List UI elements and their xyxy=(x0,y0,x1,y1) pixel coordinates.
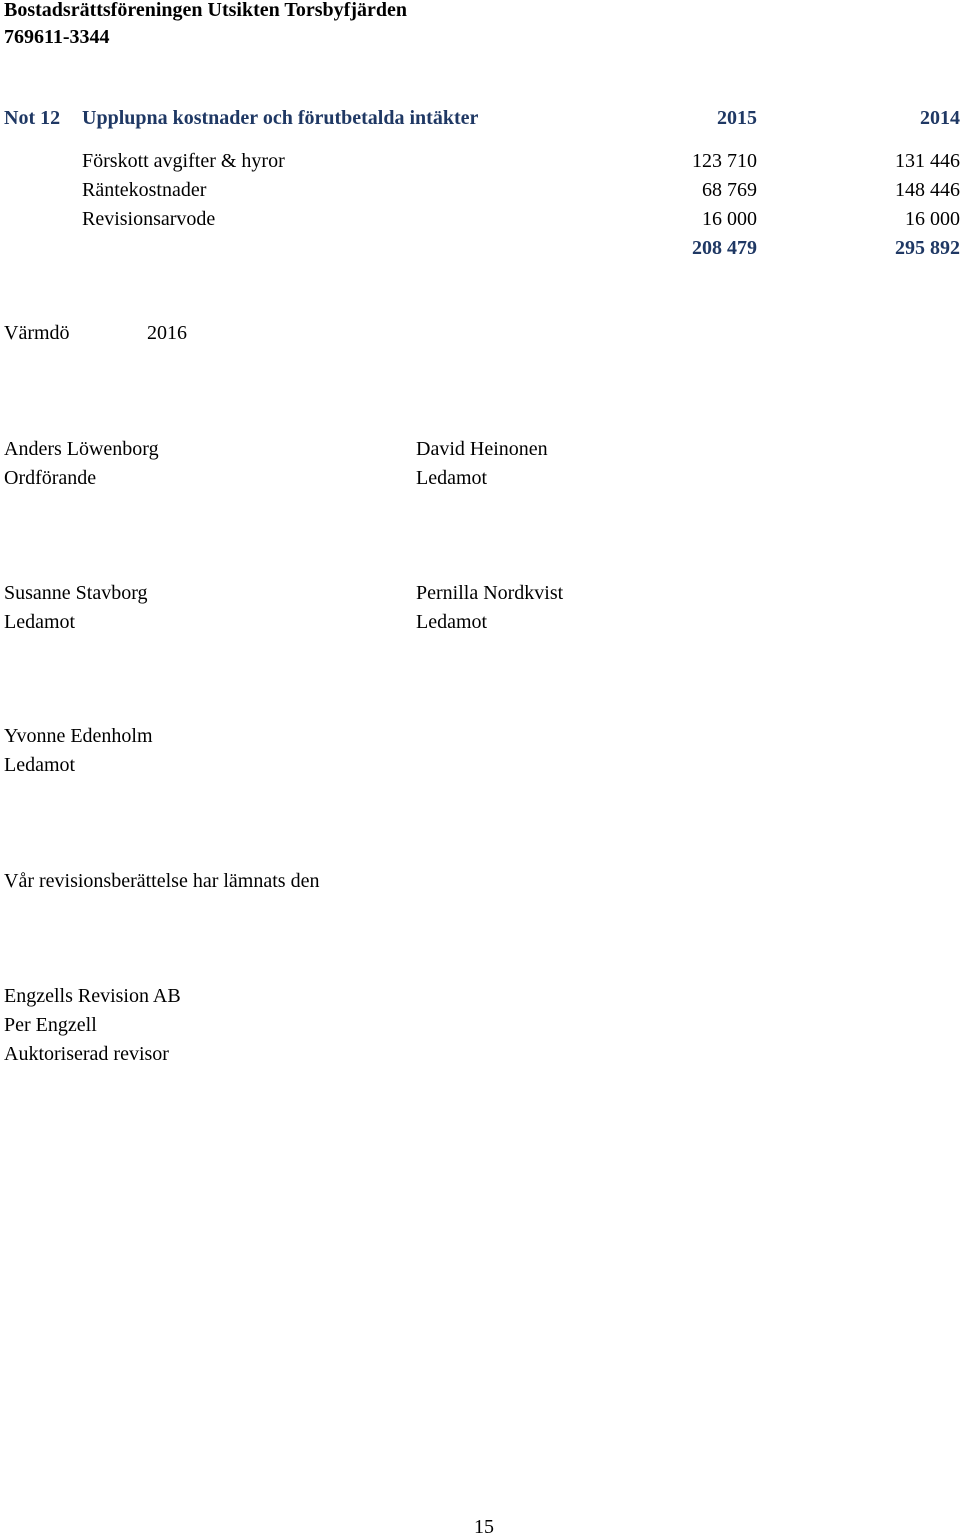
signatory-name: Susanne Stavborg xyxy=(4,582,148,604)
total-previous: 295 892 xyxy=(895,237,960,259)
row-value-previous: 131 446 xyxy=(895,150,960,172)
auditor-title: Auktoriserad revisor xyxy=(4,1043,169,1065)
signatory-name: Anders Löwenborg xyxy=(4,438,159,460)
audit-statement: Vår revisionsberättelse har lämnats den xyxy=(4,870,320,892)
row-label: Revisionsarvode xyxy=(82,208,216,230)
auditor-name: Per Engzell xyxy=(4,1014,97,1036)
signatory-role: Ledamot xyxy=(4,754,76,776)
signatory-name: David Heinonen xyxy=(416,438,548,460)
note-title: Upplupna kostnader och förutbetalda intäkter xyxy=(82,107,479,129)
year-current-header: 2015 xyxy=(717,107,757,129)
row-value-previous: 148 446 xyxy=(895,179,960,201)
page-number: 15 xyxy=(474,1516,494,1538)
organization-name: Bostadsrättsföreningen Utsikten Torsbyfjärden xyxy=(4,0,407,21)
signatory-name: Pernilla Nordkvist xyxy=(416,582,564,604)
signatory-role: Ledamot xyxy=(416,611,488,633)
row-value-current: 123 710 xyxy=(692,150,757,172)
year-previous-header: 2014 xyxy=(920,107,960,129)
row-value-current: 16 000 xyxy=(702,208,757,230)
organization-number: 769611-3344 xyxy=(4,26,110,48)
note-number: Not 12 xyxy=(4,107,61,129)
row-value-current: 68 769 xyxy=(702,179,757,201)
year: 2016 xyxy=(147,322,187,344)
signatory-role: Ordförande xyxy=(4,467,97,489)
row-label: Förskott avgifter & hyror xyxy=(82,150,285,172)
signatory-role: Ledamot xyxy=(416,467,488,489)
auditor-firm: Engzells Revision AB xyxy=(4,985,181,1007)
row-value-previous: 16 000 xyxy=(905,208,960,230)
signatory-name: Yvonne Edenholm xyxy=(4,725,153,747)
place: Värmdö xyxy=(4,322,70,344)
total-current: 208 479 xyxy=(692,237,757,259)
row-label: Räntekostnader xyxy=(82,179,207,201)
signatory-role: Ledamot xyxy=(4,611,76,633)
